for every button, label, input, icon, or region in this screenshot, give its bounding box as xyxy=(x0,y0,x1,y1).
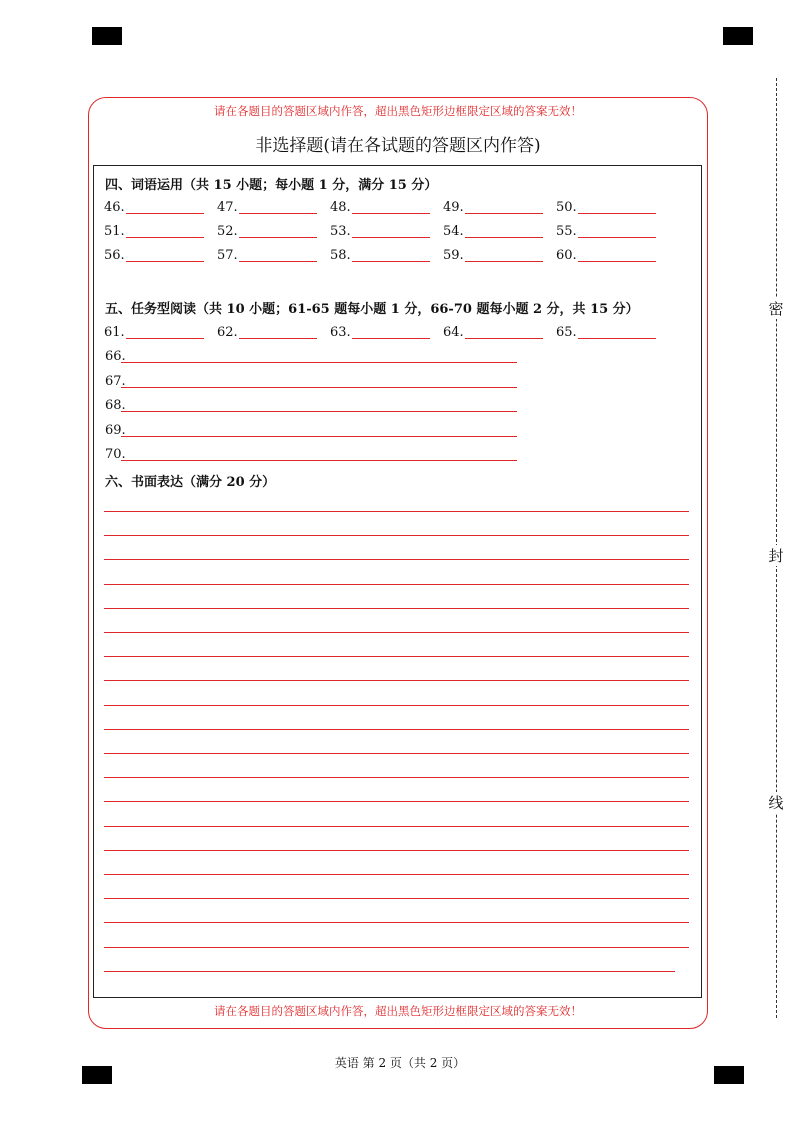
side-label-feng: 封 xyxy=(766,545,786,566)
question-number: 46. xyxy=(104,200,125,215)
question-number: 60. xyxy=(556,248,577,263)
answer-line[interactable] xyxy=(465,213,543,214)
answer-blank[interactable] xyxy=(330,325,351,340)
writing-line[interactable] xyxy=(104,559,689,560)
question-number: 55. xyxy=(556,224,577,239)
answer-line[interactable] xyxy=(239,338,317,339)
writing-line[interactable] xyxy=(104,777,689,778)
question-number: 68. xyxy=(105,398,126,413)
answer-blank[interactable] xyxy=(556,224,577,239)
long-answer-blank[interactable] xyxy=(105,349,126,364)
answer-blank[interactable] xyxy=(104,224,125,239)
long-answer-blank[interactable] xyxy=(105,374,126,389)
writing-line[interactable] xyxy=(104,584,689,585)
answer-blank[interactable] xyxy=(104,200,125,215)
page-title: 非选择题(请在各试题的答题区内作答) xyxy=(255,136,541,156)
answer-line[interactable] xyxy=(352,338,430,339)
question-number: 51. xyxy=(104,224,125,239)
section6-heading: 六、书面表达（满分 20 分） xyxy=(105,475,276,490)
question-number: 56. xyxy=(104,248,125,263)
question-number: 48. xyxy=(330,200,351,215)
answer-line[interactable] xyxy=(465,338,543,339)
answer-blank[interactable] xyxy=(443,248,464,263)
answer-line[interactable] xyxy=(121,387,517,388)
answer-blank[interactable] xyxy=(556,200,577,215)
section5-heading: 五、任务型阅读（共 10 小题；61-65 题每小题 1 分，66-70 题每小题 2 分，共 15 分） xyxy=(105,302,639,317)
question-number: 65. xyxy=(556,325,577,340)
answer-line[interactable] xyxy=(239,213,317,214)
question-number: 58. xyxy=(330,248,351,263)
question-number: 49. xyxy=(443,200,464,215)
answer-blank[interactable] xyxy=(330,248,351,263)
question-number: 57. xyxy=(217,248,238,263)
writing-line[interactable] xyxy=(104,608,689,609)
side-label-mi: 密 xyxy=(766,298,786,319)
answer-blank[interactable] xyxy=(443,224,464,239)
question-number: 66. xyxy=(105,349,126,364)
warning-bottom: 请在各题目的答题区域内作答，超出黑色矩形边框限定区域的答案无效！ xyxy=(214,1004,582,1018)
answer-blank[interactable] xyxy=(556,248,577,263)
writing-line[interactable] xyxy=(104,705,689,706)
answer-blank[interactable] xyxy=(217,248,238,263)
writing-line[interactable] xyxy=(104,874,689,875)
answer-line[interactable] xyxy=(239,261,317,262)
answer-line[interactable] xyxy=(121,411,517,412)
writing-line[interactable] xyxy=(104,753,689,754)
section4-heading: 四、词语运用（共 15 小题；每小题 1 分，满分 15 分） xyxy=(105,178,438,193)
answer-blank[interactable] xyxy=(330,224,351,239)
question-number: 53. xyxy=(330,224,351,239)
answer-line[interactable] xyxy=(352,213,430,214)
answer-blank[interactable] xyxy=(556,325,577,340)
answer-line[interactable] xyxy=(578,261,656,262)
writing-line[interactable] xyxy=(104,850,689,851)
answer-line[interactable] xyxy=(126,213,204,214)
answer-blank[interactable] xyxy=(104,248,125,263)
answer-line[interactable] xyxy=(352,237,430,238)
question-number: 63. xyxy=(330,325,351,340)
question-number: 52. xyxy=(217,224,238,239)
warning-top: 请在各题目的答题区域内作答，超出黑色矩形边框限定区域的答案无效！ xyxy=(214,104,582,118)
question-number: 59. xyxy=(443,248,464,263)
answer-line[interactable] xyxy=(121,436,517,437)
writing-line[interactable] xyxy=(104,922,689,923)
question-number: 54. xyxy=(443,224,464,239)
writing-line[interactable] xyxy=(104,535,689,536)
writing-line[interactable] xyxy=(104,826,689,827)
side-label-xian: 线 xyxy=(766,792,786,813)
writing-line[interactable] xyxy=(104,801,689,802)
answer-line[interactable] xyxy=(465,261,543,262)
question-number: 64. xyxy=(443,325,464,340)
writing-line[interactable] xyxy=(104,656,689,657)
question-number: 50. xyxy=(556,200,577,215)
writing-line[interactable] xyxy=(104,971,675,972)
writing-line[interactable] xyxy=(104,632,689,633)
question-number: 67. xyxy=(105,373,126,389)
page-footer: 英语 第 2 页（共 2 页） xyxy=(334,1056,466,1070)
long-answer-blank[interactable] xyxy=(105,423,126,438)
answer-line[interactable] xyxy=(465,237,543,238)
answer-line[interactable] xyxy=(121,460,517,461)
answer-blank[interactable] xyxy=(217,325,238,340)
answer-line[interactable] xyxy=(126,237,204,238)
question-number: 69. xyxy=(105,422,126,438)
answer-line[interactable] xyxy=(352,261,430,262)
answer-blank[interactable] xyxy=(443,325,464,340)
writing-line[interactable] xyxy=(104,947,689,948)
answer-blank[interactable] xyxy=(330,200,351,215)
answer-line[interactable] xyxy=(578,237,656,238)
answer-line[interactable] xyxy=(126,261,204,262)
answer-line[interactable] xyxy=(126,338,204,339)
answer-blank[interactable] xyxy=(217,200,238,215)
registration-mark-top-right xyxy=(723,27,753,45)
long-answer-blank[interactable] xyxy=(105,398,126,413)
registration-mark-top-left xyxy=(92,27,122,45)
question-number: 62. xyxy=(217,325,238,340)
answer-line[interactable] xyxy=(578,213,656,214)
answer-blank[interactable] xyxy=(443,200,464,215)
writing-line[interactable] xyxy=(104,511,689,512)
question-number: 70. xyxy=(105,447,126,462)
writing-line[interactable] xyxy=(104,898,689,899)
question-number: 61. xyxy=(104,325,125,340)
answer-blank[interactable] xyxy=(217,224,238,239)
writing-line[interactable] xyxy=(104,680,689,681)
answer-blank[interactable] xyxy=(104,325,125,340)
question-number: 47. xyxy=(217,200,238,215)
long-answer-blank[interactable] xyxy=(105,447,126,462)
writing-line[interactable] xyxy=(104,729,689,730)
answer-line[interactable] xyxy=(239,237,317,238)
answer-line[interactable] xyxy=(121,362,517,363)
answer-line[interactable] xyxy=(578,338,656,339)
